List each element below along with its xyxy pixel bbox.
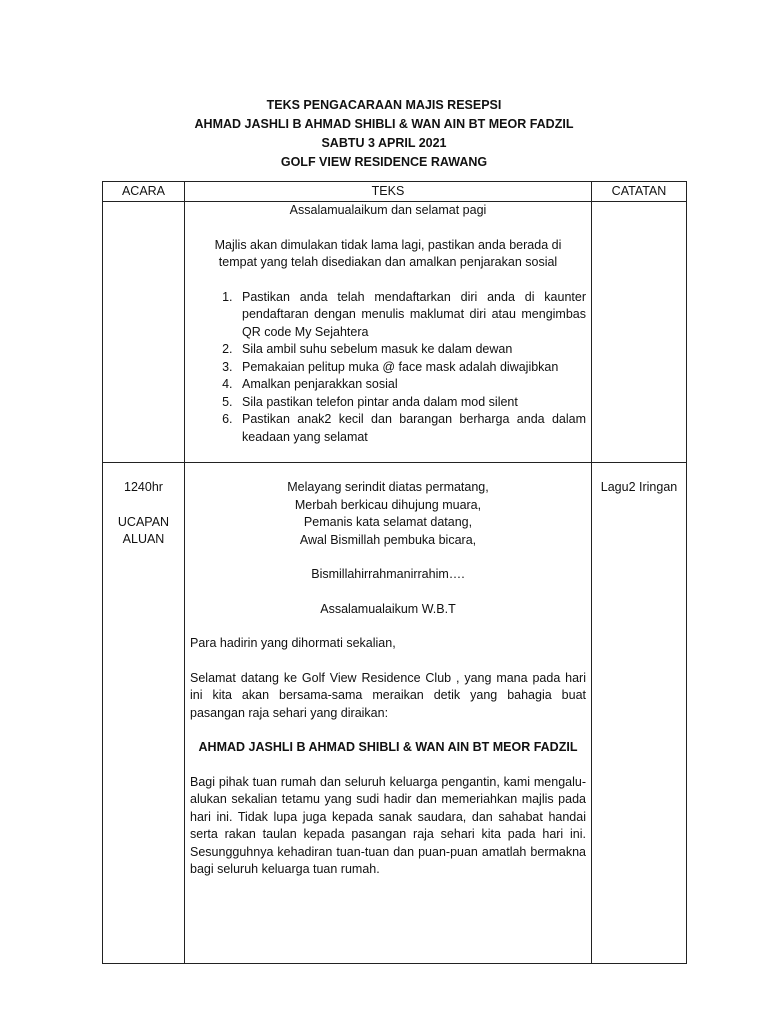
greeting-text: Assalamualaikum dan selamat pagi: [289, 203, 487, 217]
event-name-line2: ALUAN: [122, 532, 165, 546]
event-date: SABTU 3 APRIL 2021: [321, 136, 447, 150]
document-header: [0, 96, 768, 172]
event-venue: GOLF VIEW RESIDENCE RAWANG: [280, 155, 488, 169]
teks-cell: [185, 463, 592, 964]
table-row: [103, 463, 687, 964]
rules-list: [190, 289, 586, 447]
list-item: 1. Pastikan anda telah mendaftarkan diri anda di kaunter pendaftaran dengan menulis maklumat diri atau mengimbas QR code My Sejahtera: [236, 289, 586, 342]
column-header-teks: TEKS: [185, 182, 592, 202]
pantun-line: Merbah berkicau dihujung muara,: [294, 497, 482, 512]
catatan-cell: [592, 202, 687, 463]
event-time: 1240hr: [124, 480, 163, 494]
table-row: [103, 202, 687, 463]
column-header-catatan: CATATAN: [592, 182, 687, 202]
list-item: 5. Sila pastikan telefon pintar anda dalam mod silent: [236, 394, 586, 412]
welcome-paragraph: Selamat datang ke Golf View Residence Club , yang mana pada hari ini kita akan bersama-sama meraikan detik yang bahagia buat pasangan raja sehari yang diraikan:: [190, 670, 586, 720]
pantun-line: Awal Bismillah pembuka bicara,: [299, 532, 477, 547]
column-header-acara: ACARA: [103, 182, 185, 202]
closing-paragraph: Bagi pihak tuan rumah dan seluruh keluarga pengantin, kami mengalu-alukan sekalian tetamu yang sudi hadir dan memeriahkan majlis pada hari ini. Tidak lupa juga kepada sanak saudara, dan sahabat handai serta rakan taulan kepada pasangan raja sehari kita pada hari ini. Sesungguhnya kehadiran tuan-tuan dan puan-puan amatlah bermakna bagi seluruh keluarga tuan rumah.: [190, 774, 586, 876]
couple-names-heading: AHMAD JASHLI B AHMAD SHIBLI & WAN AIN BT MEOR FADZIL: [194, 117, 574, 131]
catatan-note: Lagu2 Iringan: [600, 480, 678, 494]
salam-text: Assalamualaikum W.B.T: [320, 601, 456, 616]
event-name-line1: UCAPAN: [117, 514, 170, 529]
list-item: 4. Amalkan penjarakkan sosial: [236, 376, 586, 394]
program-table: [102, 181, 687, 964]
bismillah-text: Bismillahirrahmanirrahim….: [311, 567, 465, 581]
table-header-row: [103, 182, 687, 202]
acara-cell: [103, 463, 185, 964]
pantun-line: Melayang serindit diatas permatang,: [287, 480, 489, 494]
intro-paragraph: Majlis akan dimulakan tidak lama lagi, pastikan anda berada di tempat yang telah disediakan dan amalkan penjarakan sosial: [214, 237, 562, 269]
catatan-cell: [592, 463, 687, 964]
list-item: 6. Pastikan anak2 kecil dan barangan berharga anda dalam keadaan yang selamat: [236, 411, 586, 446]
list-item: 3. Pemakaian pelitup muka @ face mask adalah diwajibkan: [236, 359, 586, 377]
couple-names: AHMAD JASHLI B AHMAD SHIBLI & WAN AIN BT MEOR FADZIL: [198, 740, 578, 754]
address-text: Para hadirin yang dihormati sekalian,: [190, 636, 396, 650]
pantun-line: Pemanis kata selamat datang,: [303, 515, 473, 529]
acara-cell: [103, 202, 185, 463]
document-title: TEKS PENGACARAAN MAJIS RESEPSI: [266, 98, 502, 112]
list-item: 2. Sila ambil suhu sebelum masuk ke dalam dewan: [236, 341, 586, 359]
teks-cell: [185, 202, 592, 463]
